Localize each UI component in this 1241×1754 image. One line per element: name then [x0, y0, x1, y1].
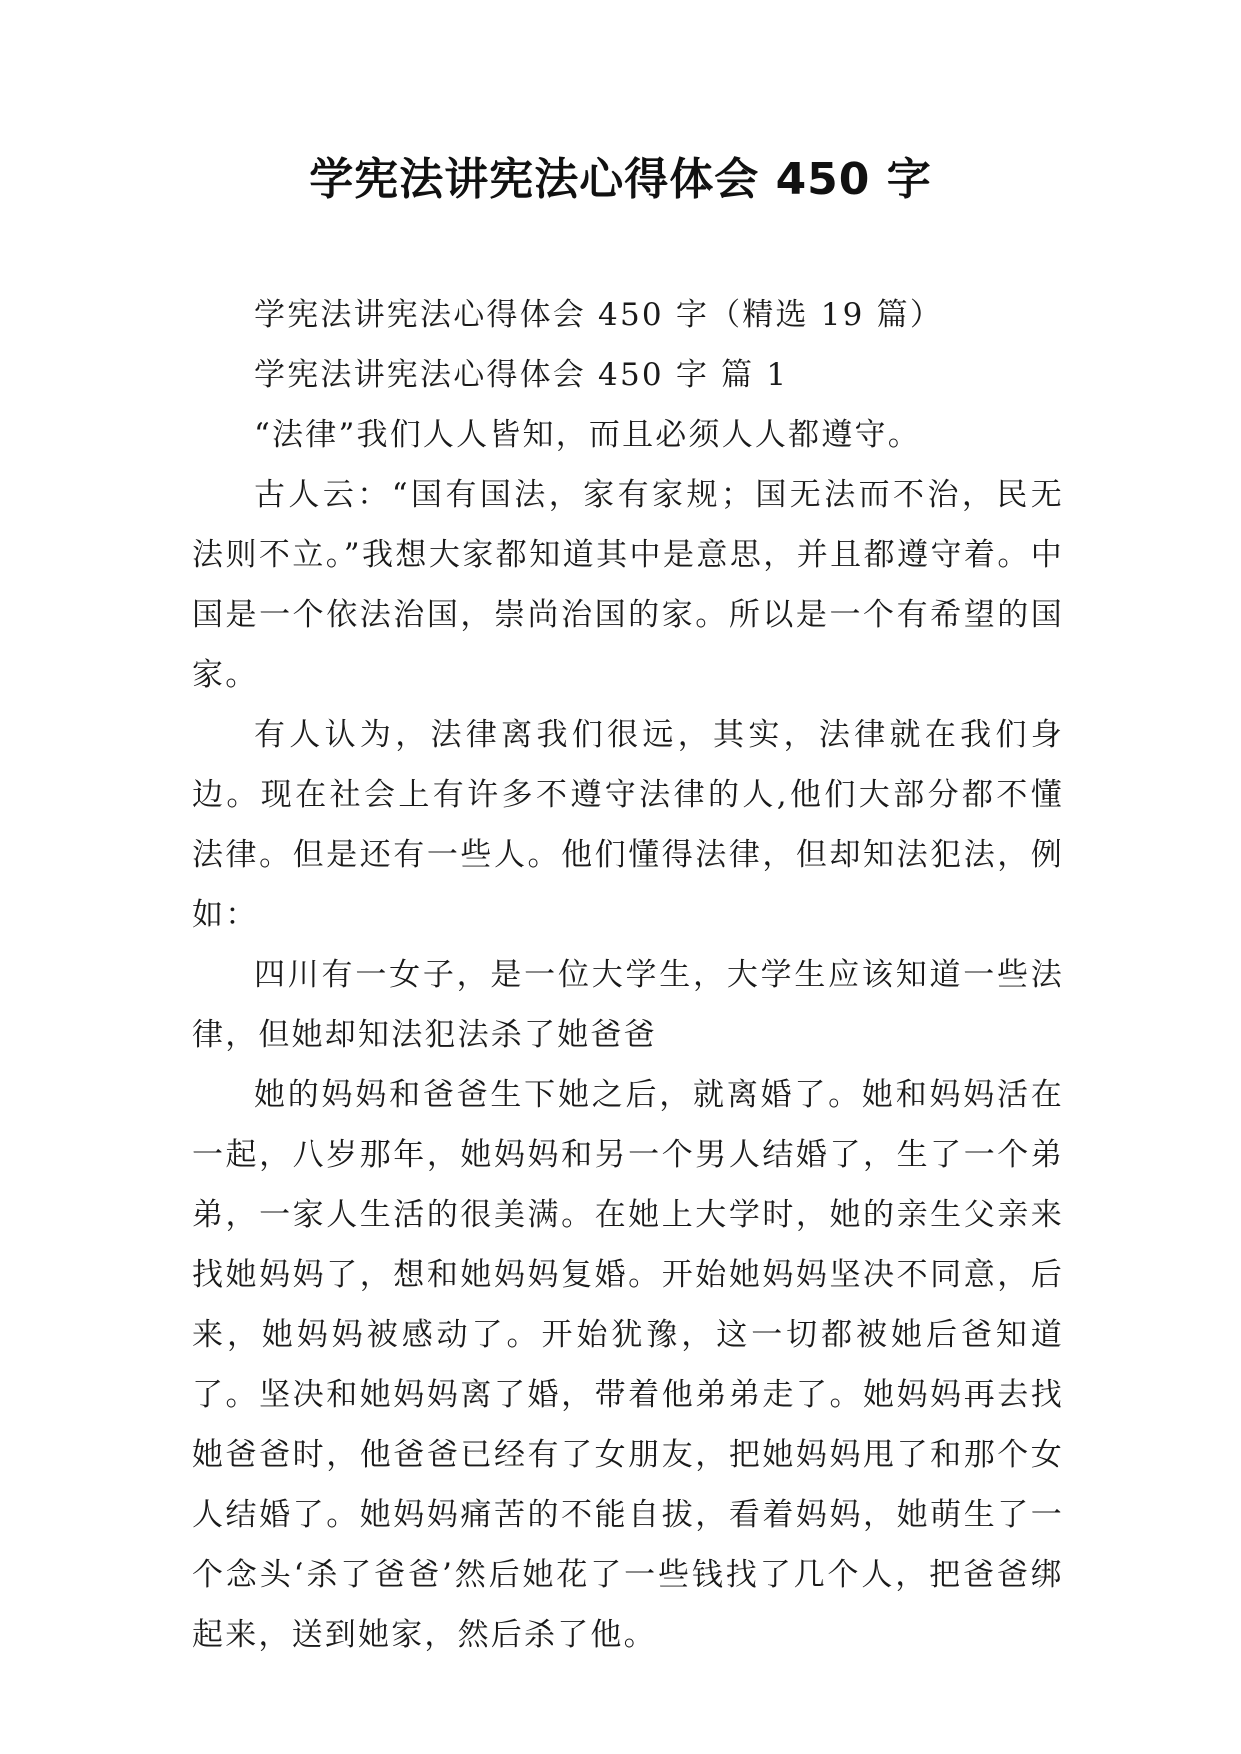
paragraph: 四川有一女子，是一位大学生，大学生应该知道一些法律，但她却知法犯法杀了她爸爸: [192, 957, 1064, 1053]
paragraph-subtitle: 学宪法讲宪法心得体会 450 字（精选 19 篇）: [254, 297, 944, 333]
document-title: 学宪法讲宪法心得体会 450 字: [309, 154, 932, 205]
paragraph: 古人云：“国有国法，家有家规；国无法而不治，民无法则不立。”我想大家都知道其中是意思，并且都遵守着。中国是一个依法治国，崇尚治国的家。所以是一个有希望的国家。: [192, 477, 1064, 693]
paragraph: 有人认为，法律离我们很远，其实，法律就在我们身边。现在社会上有许多不遵守法律的人,他们大部分都不懂法律。但是还有一些人。他们懂得法律，但却知法犯法，例如：: [192, 717, 1064, 933]
paragraph: 她的妈妈和爸爸生下她之后，就离婚了。她和妈妈活在一起，八岁那年，她妈妈和另一个男人结婚了，生了一个弟弟，一家人生活的很美满。在她上大学时，她的亲生父亲来找她妈妈了，想和她妈妈复婚。开始她妈妈坚决不同意，后来，她妈妈被感动了。开始犹豫，这一切都被她后爸知道了。坚决和她妈妈离了婚，带着他弟弟走了。她妈妈再去找她爸爸时，他爸爸已经有了女朋友，把她妈妈甩了和那个女人结婚了。她妈妈痛苦的不能自拔，看着妈妈，她萌生了一个念头‘杀了爸爸’然后她花了一些钱找了几个人，把爸爸绑起来，送到她家，然后杀了他。: [192, 1077, 1064, 1653]
paragraph: “法律”我们人人皆知，而且必须人人都遵守。: [254, 417, 921, 453]
document-body: [192, 285, 1064, 1665]
paragraph-section-heading: 学宪法讲宪法心得体会 450 字 篇 1: [254, 357, 789, 393]
